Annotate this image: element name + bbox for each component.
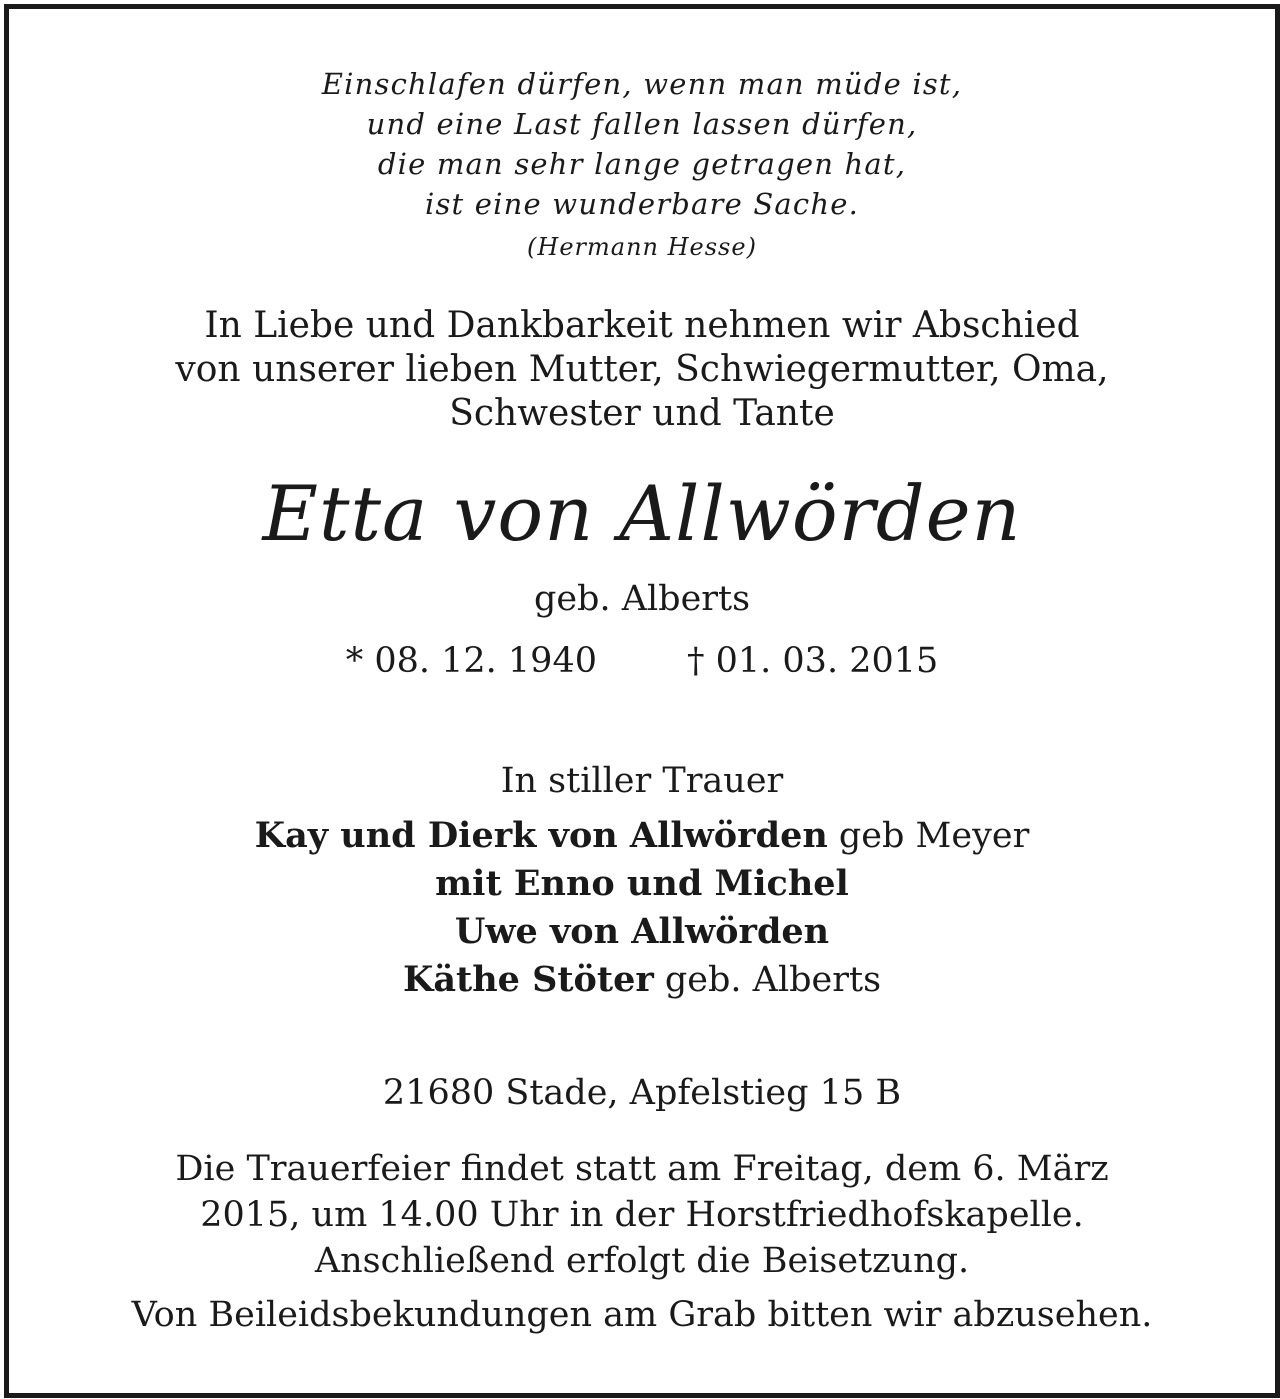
poem-author: (Hermann Hesse) bbox=[527, 233, 757, 261]
mourner-1-suffix: geb Meyer bbox=[827, 816, 1030, 856]
address: 21680 Stade, Apfelstieg 15 B bbox=[382, 1073, 902, 1113]
mourner-2-name: mit Enno und Michel bbox=[435, 863, 849, 904]
maiden-name: geb. Alberts bbox=[533, 579, 751, 619]
poem-line-2: und eine Last fallen lassen dürfen, bbox=[366, 107, 918, 141]
mourning-heading: In stiller Trauer bbox=[500, 761, 784, 801]
life-dates bbox=[9, 641, 1275, 681]
obituary-frame bbox=[4, 4, 1280, 1398]
intro-line-2: von unserer lieben Mutter, Schwiegermutter, Oma, bbox=[175, 349, 1109, 390]
funeral-line-2: 2015, um 14.00 Uhr in der Horstfriedhofskapelle. bbox=[200, 1195, 1084, 1235]
mourner-line-2 bbox=[9, 863, 1275, 904]
death-date: † 01. 03. 2015 bbox=[687, 641, 939, 681]
mourner-1-name: Kay und Dierk von Allwörden bbox=[254, 815, 828, 856]
deceased-name: Etta von Allwörden bbox=[262, 469, 1022, 558]
mourner-line-1 bbox=[9, 815, 1275, 856]
mourner-line-3 bbox=[9, 911, 1275, 952]
mourner-line-4 bbox=[9, 959, 1275, 1000]
birth-date: * 08. 12. 1940 bbox=[345, 641, 597, 681]
condolence-note: Von Beileidsbekundungen am Grab bitten wir abzusehen. bbox=[131, 1295, 1153, 1335]
mourner-4-name: Käthe Stöter bbox=[402, 959, 654, 1000]
intro-line-3: Schwester und Tante bbox=[449, 393, 835, 434]
poem-line-4: ist eine wunderbare Sache. bbox=[424, 187, 860, 221]
mourner-4-suffix: geb. Alberts bbox=[653, 960, 882, 1000]
mourner-3-name: Uwe von Allwörden bbox=[454, 911, 830, 952]
poem-line-1: Einschlafen dürfen, wenn man müde ist, bbox=[321, 67, 963, 101]
funeral-line-3: Anschließend erfolgt die Beisetzung. bbox=[314, 1241, 970, 1281]
funeral-line-1: Die Trauerfeier findet statt am Freitag, dem 6. März bbox=[175, 1149, 1109, 1189]
poem-line-3: die man sehr lange getragen hat, bbox=[377, 147, 907, 181]
intro-line-1: In Liebe und Dankbarkeit nehmen wir Abschied bbox=[204, 305, 1080, 346]
